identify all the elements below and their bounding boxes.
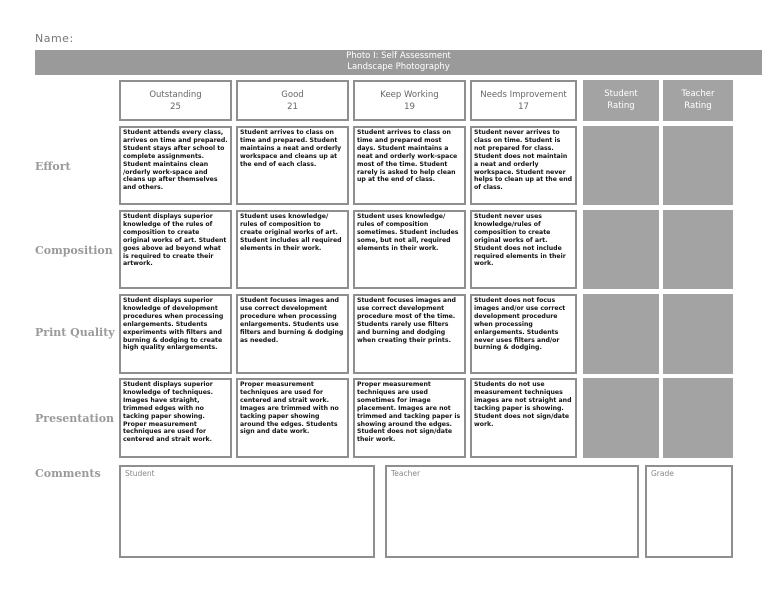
rubric-cell: Student uses knowledge/ rules of composition to create original works of art. Student includes all required elements in their work.	[236, 210, 349, 289]
grade-box[interactable]	[645, 465, 733, 558]
title-line-1: Photo I: Self Assessment	[346, 51, 451, 61]
rubric-cell: Students do not use measurement techniques images are not straight and tacking paper is showing. Student does not sign/date work.	[470, 378, 577, 458]
rubric-cell: Student attends every class, arrives on time and prepared. Student stays after school to complete assignments. Student maintains clean /orderly work-space and cleans up after themselves and others.	[119, 126, 232, 205]
rubric-cell: Student focuses images and use correct development procedure when processing enlargements. Students use filters and burning & dodging as needed.	[236, 294, 349, 374]
rubric-cell: Student never uses knowledge/rules of composition to create original works of art. Student does not include required elements in their work.	[470, 210, 577, 289]
row-label-effort: Effort	[35, 160, 71, 173]
col-header-teacher-rating	[663, 80, 733, 121]
col-header-good	[236, 80, 349, 121]
rubric-cell: Proper measurement techniques are used for centered and strait work. Images are trimmed with no tacking paper showing around the edges. Students sign and date work.	[236, 378, 349, 458]
comments-label: Comments	[35, 467, 101, 480]
rubric-cell: Student never arrives to class on time. Student is not prepared for class. Student does not maintain a neat and orderly workspace. Student never helps to clean up at the end of class.	[470, 126, 577, 205]
rubric-cell: Student arrives to class on time and prepared. Student maintains a neat and orderly workspace and cleans up at the end of each class.	[236, 126, 349, 205]
col-label: Needs Improvement	[480, 90, 567, 100]
teacher-comment-label: Teacher	[391, 469, 421, 478]
rubric-cell: Student arrives to class on time and prepared most days. Student maintains a neat and orderly work-space most of the time. Student rarely is asked to help clean up at the end of class.	[353, 126, 466, 205]
rubric-cell: Proper measurement techniques are used sometimes for image placement. Images are not trimmed and tacking paper is showing around the edges. Student does not sign/date their work.	[353, 378, 466, 458]
grade-label: Grade	[651, 469, 674, 478]
student-rating-cell[interactable]	[583, 210, 659, 289]
teacher-rating-cell[interactable]	[663, 210, 733, 289]
col-label: Student	[604, 89, 638, 99]
row-label-presentation: Presentation	[35, 412, 115, 425]
col-points: 19	[404, 102, 415, 112]
col-header-keep-working	[353, 80, 466, 121]
col-label: Outstanding	[149, 90, 202, 100]
title-line-2: Landscape Photography	[347, 62, 450, 72]
rubric-cell: Student displays superior knowledge of techniques. Images have straight, trimmed edges with no tacking paper showing. Proper measurement techniques are used for centered and strait work.	[119, 378, 232, 458]
teacher-rating-cell[interactable]	[663, 378, 733, 458]
rubric-cell: Student displays superior knowledge of the rules of composition to create original works of art. Student goes above ad beyond what is required to create their artwork.	[119, 210, 232, 289]
rubric-cell: Student does not focus images and/or use correct development procedure when processing enlargements. Students never uses filters and/or burning & dodging.	[470, 294, 577, 374]
name-label: Name:	[35, 32, 74, 45]
col-label: Rating	[684, 101, 712, 111]
col-points: 25	[170, 102, 181, 112]
col-header-needs-improvement	[470, 80, 577, 121]
teacher-rating-cell[interactable]	[663, 294, 733, 374]
col-header-outstanding	[119, 80, 232, 121]
student-comment-label: Student	[125, 469, 155, 478]
student-rating-cell[interactable]	[583, 378, 659, 458]
rubric-cell: Student focuses images and use correct development procedure most of the time. Students rarely use filters and burning and dodging when creating their prints.	[353, 294, 466, 374]
col-label: Good	[281, 90, 304, 100]
rubric-title	[35, 50, 762, 75]
col-label: Keep Working	[380, 90, 439, 100]
student-rating-cell[interactable]	[583, 126, 659, 205]
col-label: Teacher	[681, 89, 715, 99]
student-comment-box[interactable]	[119, 465, 375, 558]
teacher-comment-box[interactable]	[385, 465, 639, 558]
row-label-print-quality: Print Quality	[35, 326, 115, 339]
student-rating-cell[interactable]	[583, 294, 659, 374]
teacher-rating-cell[interactable]	[663, 126, 733, 205]
row-label-composition: Composition	[35, 244, 113, 257]
col-points: 17	[518, 102, 529, 112]
col-header-student-rating	[583, 80, 659, 121]
col-label: Rating	[607, 101, 635, 111]
col-points: 21	[287, 102, 298, 112]
rubric-cell: Student displays superior knowledge of development procedures when processing enlargements. Students experiments with filters and burning & dodging to create high quality enlargements.	[119, 294, 232, 374]
rubric-cell: Student uses knowledge/ rules of composition sometimes. Student includes some, but not all, required elements in their work.	[353, 210, 466, 289]
